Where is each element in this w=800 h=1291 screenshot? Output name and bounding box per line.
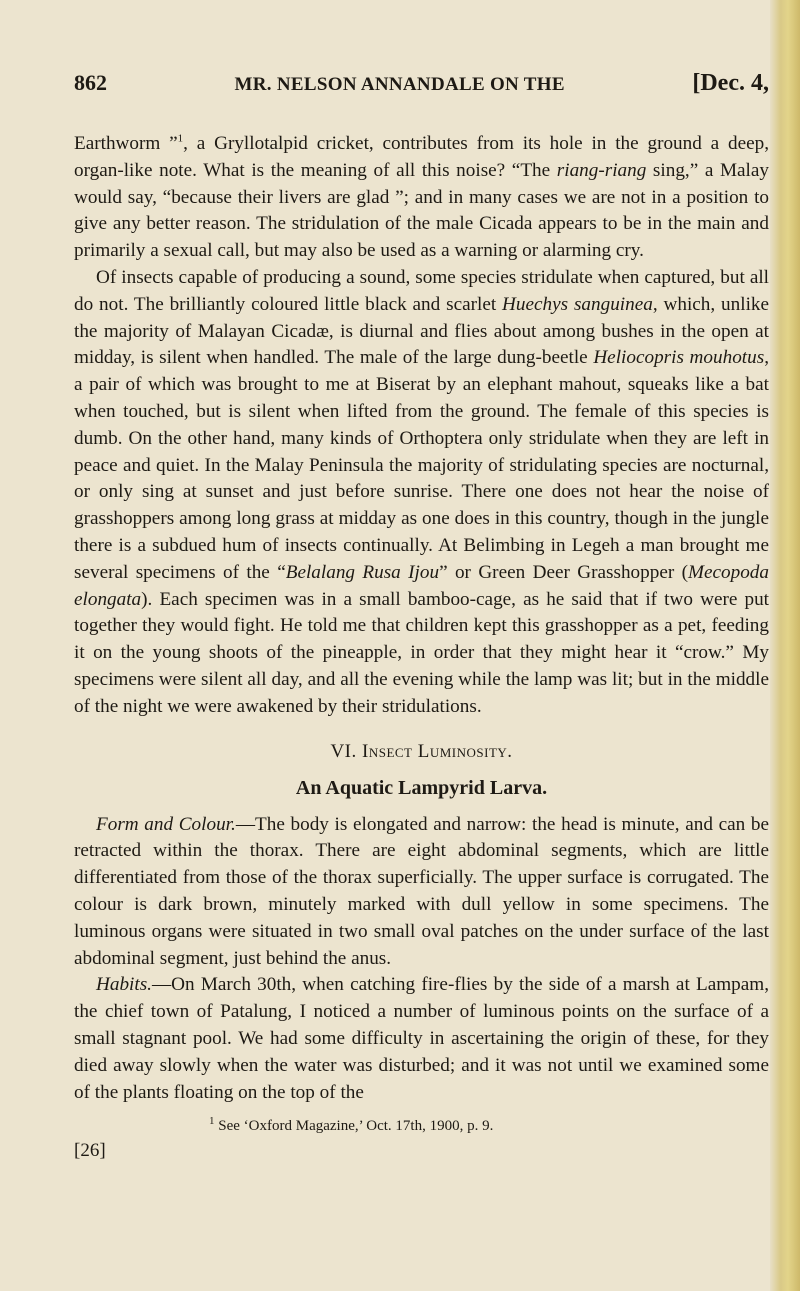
italic-term: riang-riang	[556, 159, 647, 181]
page-edge	[770, 0, 800, 1291]
footnote	[74, 1116, 769, 1136]
paragraph-label: Form and Colour.	[96, 813, 236, 835]
malay-name: Belalang Rusa Ijou	[285, 561, 440, 583]
paragraph-insects-sound	[74, 265, 769, 721]
footnote-text: See ‘Oxford Magazine,’ Oct. 17th, 1900, p. 9.	[214, 1118, 494, 1135]
text-run: Earthworm ”	[74, 133, 178, 154]
text-run: ” or Green Deer Grasshopper (	[439, 561, 688, 583]
paragraph-habits	[74, 972, 769, 1106]
text-run: —The body is elongated and narrow: the head is minute, and can be retracted within the thorax. There are eight abdominal segments, which are little differentiated from those of the thorax superficially. The upper surface is corrugated. The colour is dark brown, minutely marked with dull yellow in some specimens. The luminous organs were situated in two small oval patches on the under surface of the last abdominal segment, just behind the anus.	[74, 813, 769, 969]
paragraph-form-colour	[74, 812, 769, 973]
text-run: , a Gryllotalpid cricket, contributes from its hole in the ground a deep, organ-like note. What is the meaning of all this noise? “The	[74, 133, 769, 181]
text-run: ). Each specimen was in a small bamboo-cage, as he said that if two were put together they would fight. He told me that children kept this grasshopper as a pet, feeding it on the young shoots of the pineapple, in order that they might hear it “crow.” My specimens were silent all day, and all the evening while the lamp was lit; but in the middle of the night we were awakened by their stridulations.	[74, 588, 769, 717]
running-title: MR. NELSON ANNANDALE ON THE	[234, 74, 565, 95]
footnote-marker: 1	[209, 1115, 215, 1128]
text-run: Of insects capable of producing a sound, some species stridulate when captured, but all do not. The brilliantly coloured little black and scarlet	[74, 266, 769, 315]
text-run: , a pair of which was brought to me at Biserat by an elephant mahout, squeaks like a bat when touched, but is silent when lifted from the ground. The female of this species is dumb. On the other hand, many kinds of Orthoptera only stridulate when they are left in peace and quiet. In the Malay Peninsula the majority of stridulating species are nocturnal, or only sing at sunset and just before sunrise. There one does not hear the noise of grasshoppers among long grass at midday as one does in this country, though in the jungle there is a subdued hum of insects continually. At Belimbing in Legeh a man brought me several specimens of the “	[74, 347, 769, 583]
subsection-heading: An Aquatic Lampyrid Larva.	[295, 776, 548, 799]
page-number: 862	[74, 70, 107, 95]
species-name: Mecopoda elongata	[74, 561, 769, 610]
running-date: [Dec. 4,	[692, 70, 769, 96]
signature-mark: [26]	[74, 1140, 106, 1162]
text-run: , which, unlike the majority of Malayan Cicadæ, is diurnal and flies about among bushes in the open at midday, is silent when handled. The male of the large dung-beetle	[74, 293, 770, 369]
section-heading: VI. Insect Luminosity.	[330, 740, 513, 762]
text-run: —On March 30th, when catching fire-flies by the side of a marsh at Lampam, the chief town of Patalung, I noticed a number of luminous points on the surface of a small stagnant pool. We had some difficulty in ascertaining the origin of these, for they died away slowly when the water was disturbed; and it was not until we examined some of the plants floating on the top of the	[74, 974, 769, 1103]
species-name: Heliocopris mouhotus	[593, 347, 765, 369]
page-content	[74, 70, 769, 1162]
paragraph-earthworm	[74, 131, 769, 265]
species-name: Huechys sanguinea	[502, 293, 653, 315]
text-run: sing,” a Malay would say, “because their livers are glad ”; and in many cases we are not in a position to give any better reason. The stridulation of the male Cicada appears to be in the main and primarily a sexual call, but may also be used as a warning or alarming cry.	[74, 159, 769, 262]
footnote-ref: 1	[177, 132, 184, 145]
paragraph-label: Habits.	[96, 974, 152, 996]
running-head	[74, 70, 769, 106]
